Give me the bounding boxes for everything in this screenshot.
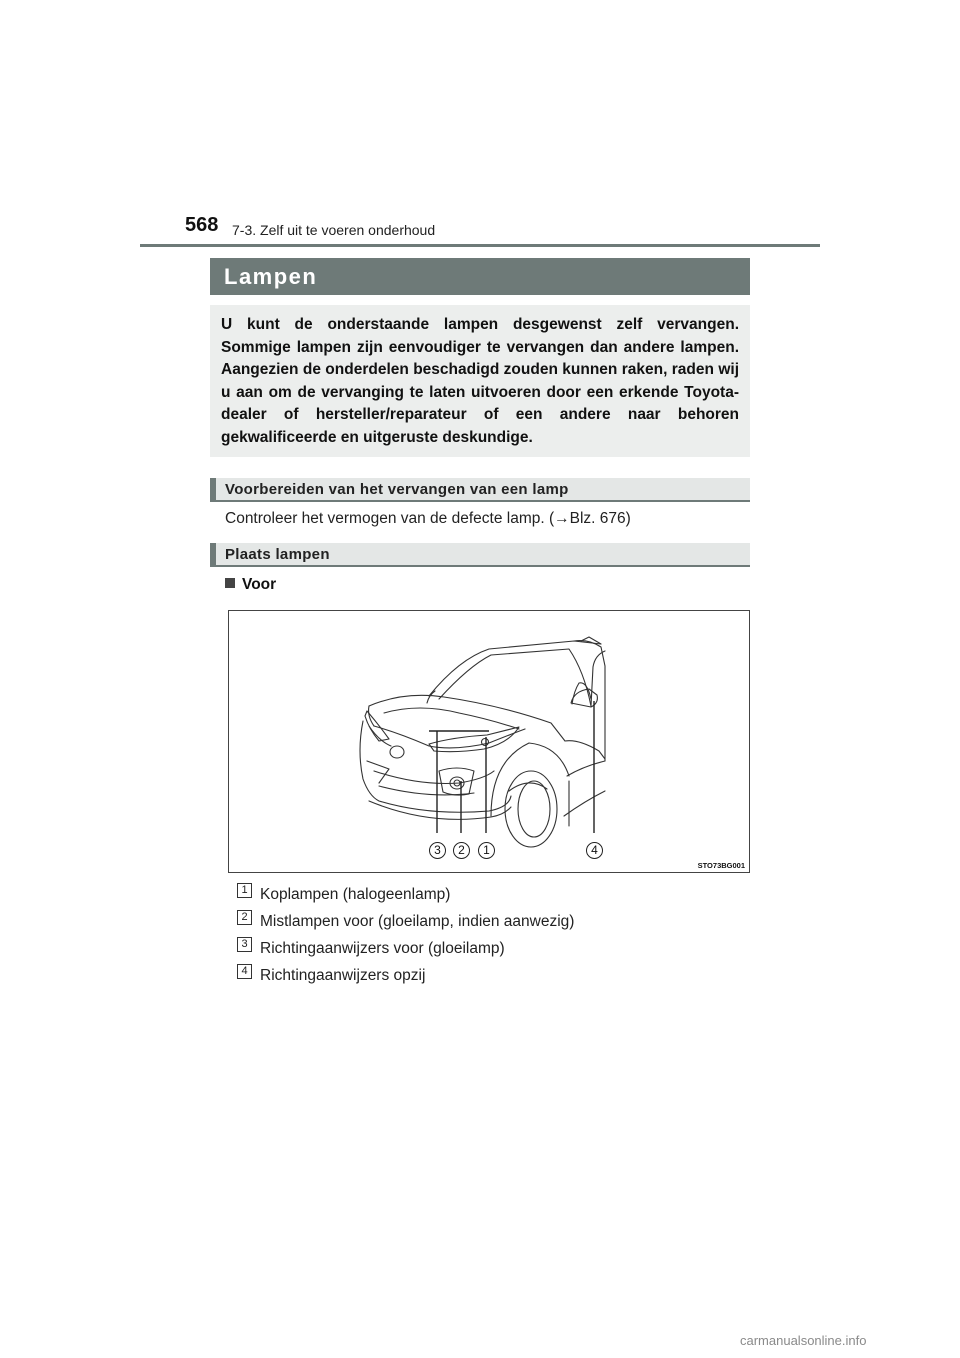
- section-heading-bulb-locations: Plaats lampen: [210, 543, 750, 567]
- legend-item: 4 Richtingaanwijzers opzij: [237, 964, 425, 985]
- legend-number: 4: [237, 964, 252, 979]
- car-front-figure: [228, 610, 750, 873]
- figure-code: STO73BG001: [697, 861, 745, 870]
- callout-1: 1: [478, 842, 495, 859]
- header-rule: [140, 244, 820, 247]
- subheading-front: Voor: [225, 576, 276, 594]
- section-breadcrumb: 7-3. Zelf uit te voeren onderhoud: [232, 222, 436, 238]
- watermark: carmanualsonline.info: [740, 1333, 867, 1348]
- legend-item: 3 Richtingaanwijzers voor (gloeilamp): [237, 937, 505, 958]
- callout-4: 4: [586, 842, 603, 859]
- square-bullet-icon: [225, 578, 235, 588]
- car-front-illustration: [229, 611, 749, 872]
- preparation-text: Controleer het vermogen van de defecte lamp. (→Blz. 676): [225, 510, 631, 527]
- legend-number: 3: [237, 937, 252, 952]
- intro-box: U kunt de onderstaande lampen desgewenst zelf vervangen. Sommige lampen zijn eenvoudiger te vervangen dan andere lampen. Aangezien de onderdelen beschadigd zouden kunnen raken, raden wij u aan om de vervanging te laten uitvoeren door een erkende Toyota-dealer of hersteller/reparateur of een andere naar behoren gekwalificeerde en uitgeruste deskundige.: [210, 305, 750, 457]
- section-heading-preparation: Voorbereiden van het vervangen van een lamp: [210, 478, 750, 502]
- callout-2: 2: [453, 842, 470, 859]
- callout-3: 3: [429, 842, 446, 859]
- page-number: 568: [185, 214, 219, 236]
- legend-number: 1: [237, 883, 252, 898]
- legend-item: 2 Mistlampen voor (gloeilamp, indien aanwezig): [237, 910, 574, 931]
- legend-number: 2: [237, 910, 252, 925]
- page-title: Lampen: [210, 258, 750, 295]
- legend-item: 1 Koplampen (halogeenlamp): [237, 883, 450, 904]
